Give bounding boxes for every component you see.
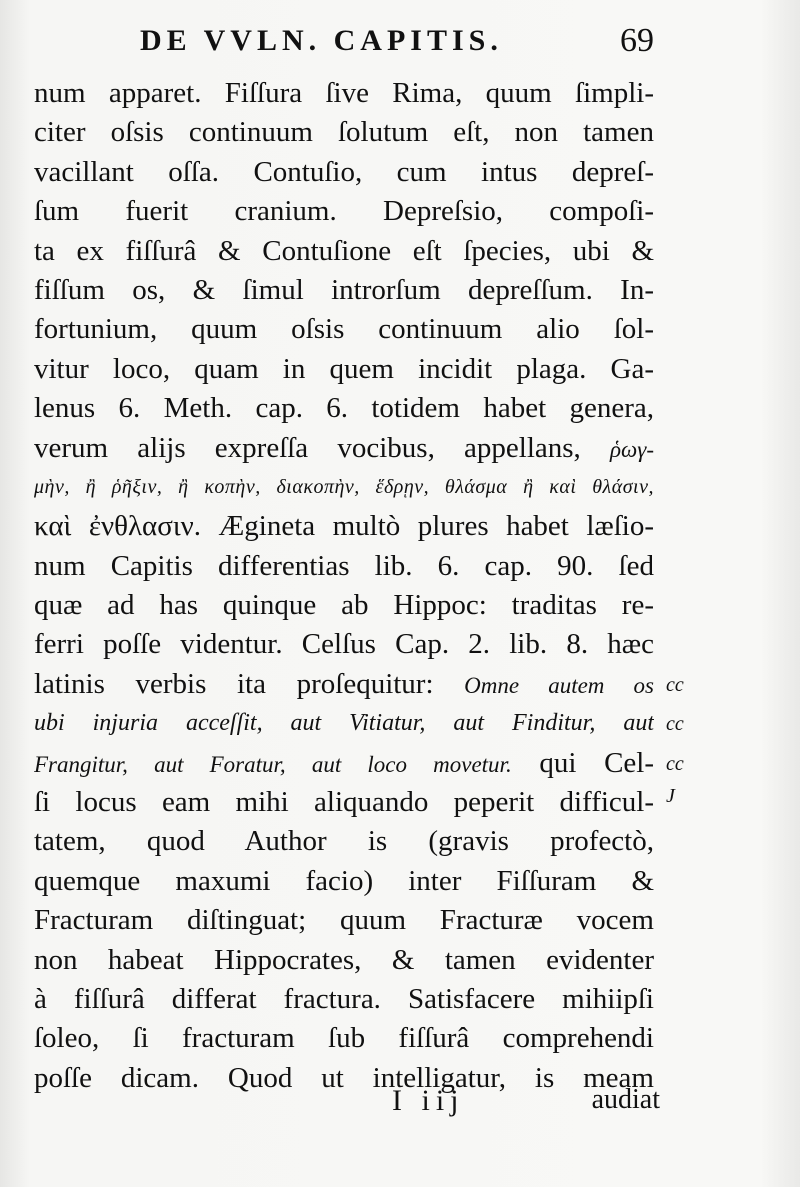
text-line: tatem, quod Author is (gravis profectò, xyxy=(34,825,654,858)
text-line: citer oſsis continuum ſolutum eſt, non tamen xyxy=(34,116,654,149)
text-line: καὶ ἐνθλασιν. Ægineta multò plures habet læſio- xyxy=(34,510,654,543)
text-line: poſſe dicam. Quod ut intelligatur, is meam xyxy=(34,1061,654,1094)
body-text xyxy=(34,74,654,1098)
italic-quote: Omne autem os xyxy=(464,672,654,698)
page-number: 69 xyxy=(620,22,654,59)
text-segment: verum alijs expreſſa vocibus, appellans, xyxy=(34,431,581,464)
italic-quote: Frangitur, aut Foratur, aut loco movetur. xyxy=(34,751,512,777)
page-footer xyxy=(34,1080,660,1124)
margin-mark: cc xyxy=(666,674,684,696)
greek-line: μὴν, ἢ ῥῆξιν, ἢ κοπὴν, διακοπὴν, ἕδρῃν, θλάσμα ἢ καὶ θλάσιν, xyxy=(34,475,654,498)
margin-mark: cc xyxy=(666,752,684,775)
text-line: fiſſum os, & ſimul introrſum depreſſum. In- xyxy=(34,273,654,306)
text-line: ſoleo, ſi fracturam ſub fiſſurâ comprehendi xyxy=(34,1022,654,1055)
text-line: Fracturam diſtinguat; quum Fracturæ vocem xyxy=(34,904,654,937)
text-line: vacillant oſſa. Contuſio, cum intus depreſ- xyxy=(34,155,654,188)
text-line: ſi locus eam mihi aliquando peperit difficul- xyxy=(34,786,654,819)
catchword: audiat xyxy=(591,1084,660,1115)
text-line: vitur loco, quam in quem incidit plaga. Ga- xyxy=(34,352,654,385)
margin-mark: cc xyxy=(666,713,684,736)
text-line: ta ex fiſſurâ & Contuſione eſt ſpecies, ubi & xyxy=(34,234,654,267)
margin-mark: J xyxy=(666,785,675,808)
text-line: num Capitis differentias lib. 6. cap. 90. ſed xyxy=(34,549,654,582)
text-segment: qui Cel- xyxy=(539,746,654,779)
text-line-with-italic xyxy=(34,744,654,783)
text-line: num apparet. Fiſſura ſive Rima, quum ſimpli- xyxy=(34,77,654,109)
text-line: à fiſſurâ differat fractura. Satisfacere mihiipſi xyxy=(34,982,654,1015)
text-line-with-greek xyxy=(34,429,654,468)
text-line: non habeat Hippocrates, & tamen evidenter xyxy=(34,943,654,976)
text-line: ferri poſſe videntur. Celſus Cap. 2. lib. 8. hæc xyxy=(34,628,654,661)
italic-quote-line: ubi injuria acceſſit, aut Vitiatur, aut Finditur, aut xyxy=(34,710,654,737)
text-segment: latinis verbis ita proſequitur: xyxy=(34,667,465,700)
margin-quote-marks xyxy=(666,666,706,808)
signature-mark: I iij xyxy=(392,1084,465,1117)
running-title: DE VVLN. CAPITIS. xyxy=(140,24,503,57)
text-line: lenus 6. Meth. cap. 6. totidem habet genera, xyxy=(34,392,654,425)
text-line: ſum fuerit cranium. Depreſsio, compoſi- xyxy=(34,195,654,228)
text-line: fortunium, quum oſsis continuum alio ſol- xyxy=(34,313,654,346)
greek-text: ῥωγ- xyxy=(610,436,654,462)
text-line-with-italic xyxy=(34,665,654,704)
running-head xyxy=(140,18,660,66)
text-line: quæ ad has quinque ab Hippoc: traditas re- xyxy=(34,589,654,622)
text-line: quemque maxumi facio) inter Fiſſuram & xyxy=(34,864,654,897)
